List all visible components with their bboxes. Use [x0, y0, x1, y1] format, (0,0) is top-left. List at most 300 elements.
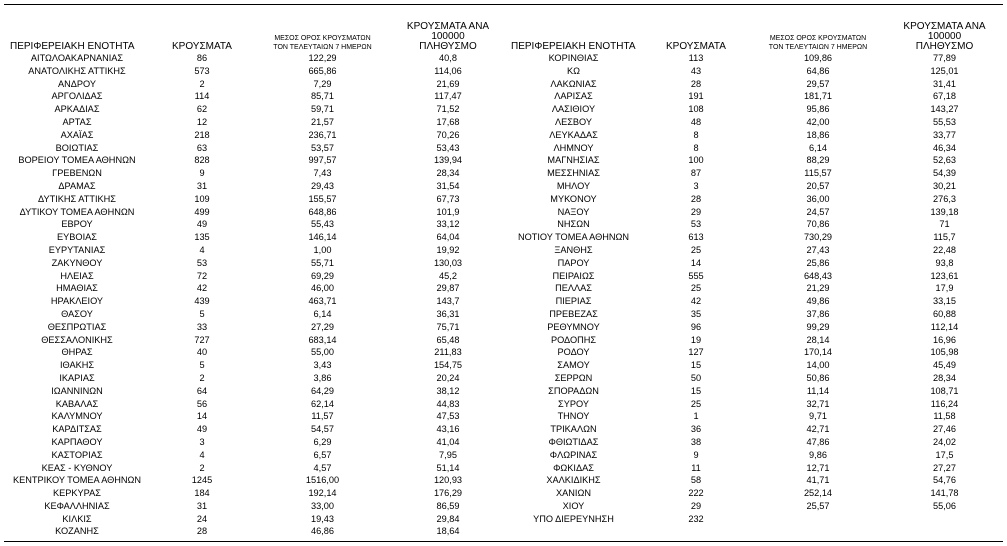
table-row	[4, 244, 505, 257]
region-cell: ΚΕΦΑΛΛΗΝΙΑΣ	[44, 500, 110, 511]
cases-cell: 114	[194, 91, 210, 102]
cases-cell: 9	[199, 168, 205, 179]
table-row	[4, 116, 505, 129]
region-cell: ΚΑΒΑΛΑΣ	[55, 398, 99, 409]
cases-cell: 727	[194, 334, 210, 345]
region-cell: ΧΑΝΙΩΝ	[556, 488, 591, 499]
table-row	[505, 52, 1003, 65]
avg7-cell: 20,57	[806, 180, 830, 191]
per100k-cell	[886, 513, 1003, 526]
cases-cell: 12	[196, 116, 208, 127]
region-cell: ΚΙΛΚΙΣ	[62, 513, 92, 524]
per100k-cell: 71,52	[436, 104, 460, 115]
region-cell: ΙΚΑΡΙΑΣ	[59, 372, 95, 383]
avg7-cell: 122,29	[308, 53, 337, 63]
cases-cell: 499	[194, 206, 210, 217]
per100k-cell: 27,27	[933, 462, 956, 473]
per100k-cell: 112,14	[930, 321, 959, 332]
region-cell: ΙΩΑΝΝΙΝΩΝ	[51, 385, 103, 396]
region-cell: ΒΟΙΩΤΙΑΣ	[55, 142, 99, 153]
per100k-cell: 55,06	[933, 500, 956, 511]
table-row	[505, 500, 1003, 513]
per100k-cell: 16,96	[933, 334, 956, 345]
region-cell: ΕΥΒΟΙΑΣ	[57, 232, 97, 243]
avg7-cell: 50,86	[806, 372, 830, 383]
cases-cell: 2	[199, 372, 205, 383]
per100k-cell: 276,3	[933, 193, 956, 204]
region-cell: ΛΕΥΚΑΔΑΣ	[549, 129, 598, 140]
cases-cell: 2	[199, 78, 205, 89]
cases-cell: 42	[196, 283, 208, 294]
cases-cell: 19	[690, 334, 702, 345]
table-row	[4, 500, 505, 513]
region-cell: ΑΡΓΟΛΙΔΑΣ	[51, 91, 103, 102]
cases-cell: 218	[194, 129, 210, 140]
cases-header: ΚΡΟΥΣΜΑΤΑ	[172, 41, 232, 52]
table-row	[505, 487, 1003, 500]
cases-cell: 43	[690, 65, 702, 76]
cases-cell: 9	[693, 449, 699, 460]
region-cell: ΗΜΑΘΙΑΣ	[56, 283, 98, 294]
per100k-cell: 141,78	[930, 488, 959, 499]
avg7-cell: 42,00	[806, 116, 830, 127]
per100k-cell: 47,53	[436, 411, 460, 422]
table-row	[505, 180, 1003, 193]
cases-cell: 108	[688, 104, 704, 115]
avg7-cell: 648,43	[803, 270, 833, 281]
per100k-cell: 31,41	[933, 78, 956, 89]
header-row	[505, 22, 1003, 52]
table-row	[505, 218, 1003, 231]
avg7-cell: 21,57	[311, 116, 334, 127]
cases-cell: 25	[690, 283, 702, 294]
region-cell: ΚΕΝΤΡΙΚΟΥ ΤΟΜΕΑ ΑΘΗΝΩΝ	[12, 475, 142, 486]
cases-table-left	[4, 22, 505, 538]
avg7-cell: 1516,00	[305, 475, 340, 486]
per100k-cell: 30,21	[933, 180, 956, 191]
table-row	[4, 295, 505, 308]
region-cell: ΙΘΑΚΗΣ	[59, 360, 95, 371]
region-cell: ΗΡΑΚΛΕΙΟΥ	[50, 296, 104, 307]
per100k-cell: 38,12	[436, 385, 460, 396]
region-cell: ΥΠΟ ΔΙΕΡΕΥΝΗΣΗ	[533, 513, 614, 524]
per100k-cell: 24,02	[933, 436, 956, 447]
avg7-cell: 11,57	[311, 411, 334, 422]
region-cell: ΔΥΤΙΚΗΣ ΑΤΤΙΚΗΣ	[38, 193, 116, 204]
avg7-cell: 18,86	[806, 129, 830, 140]
per100k-cell: 53,43	[436, 142, 460, 153]
avg7-cell: 730,29	[803, 232, 833, 243]
avg7-cell: 665,86	[308, 65, 337, 76]
per100k-cell: 117,47	[434, 91, 462, 102]
table-row	[4, 193, 505, 206]
table-row	[4, 462, 505, 475]
table-row	[4, 282, 505, 295]
avg7-cell: 55,00	[311, 347, 334, 358]
per100k-cell: 93,8	[935, 257, 954, 268]
cases-cell: 63	[196, 142, 208, 153]
table-row	[505, 513, 1003, 526]
region-cell: ΦΛΩΡΙΝΑΣ	[549, 449, 598, 460]
avg7-cell: 115,57	[804, 168, 832, 179]
per100k-cell: 67,73	[436, 193, 460, 204]
cases-cell: 36	[690, 424, 702, 435]
table-row	[4, 334, 505, 347]
table-row	[505, 462, 1003, 475]
region-cell: ΘΕΣΣΑΛΟΝΙΚΗΣ	[41, 334, 113, 345]
cases-header: ΚΡΟΥΣΜΑΤΑ	[666, 41, 726, 52]
table-row	[505, 385, 1003, 398]
avg7-cell: 997,57	[308, 155, 337, 166]
avg7-cell: 19,43	[311, 513, 334, 524]
avg7-cell: 69,29	[311, 270, 334, 281]
per100k-header	[391, 22, 505, 52]
avg7-cell: 25,86	[806, 257, 830, 268]
cases-cell: 48	[690, 116, 702, 127]
table-row	[505, 116, 1003, 129]
per100k-cell: 115,7	[933, 232, 956, 243]
per100k-cell: 86,59	[436, 500, 460, 511]
cases-cell: 191	[688, 91, 704, 102]
per100k-cell: 108,71	[930, 385, 959, 396]
avg7-cell: 252,14	[803, 488, 833, 499]
avg7-cell: 85,71	[311, 91, 334, 102]
region-cell: ΚΟΡΙΝΘΙΑΣ	[548, 53, 599, 63]
region-cell: ΑΡΚΑΔΙΑΣ	[54, 104, 100, 115]
region-cell: ΠΕΛΛΑΣ	[555, 283, 592, 294]
cases-cell: 5	[199, 308, 205, 319]
table-row	[505, 372, 1003, 385]
table-row	[505, 142, 1003, 155]
table-row	[4, 103, 505, 116]
region-cell: ΔΡΑΜΑΣ	[58, 180, 96, 191]
region-cell: ΤΗΝΟΥ	[557, 411, 590, 422]
per100k-cell: 7,95	[439, 449, 457, 460]
avg7-header	[254, 22, 391, 52]
region-cell: ΕΒΡΟΥ	[61, 219, 93, 230]
region-cell: ΛΕΣΒΟΥ	[554, 116, 593, 127]
table-row	[4, 423, 505, 436]
cases-cell: 2	[199, 462, 205, 473]
avg7-cell: 109,86	[803, 53, 833, 63]
region-cell: ΗΛΕΙΑΣ	[60, 270, 94, 281]
per100k-cell: 51,14	[436, 462, 460, 473]
bottom-border	[4, 541, 1003, 542]
cases-cell: 53	[690, 219, 702, 230]
per100k-header-line2: ΠΛΗΘΥΣΜΟ	[419, 41, 477, 52]
cases-cell: 25	[690, 398, 702, 409]
avg7-cell: 4,57	[313, 462, 332, 473]
per100k-cell: 154,75	[433, 360, 463, 371]
avg7-cell: 32,71	[806, 398, 830, 409]
table-row	[505, 334, 1003, 347]
table-row	[4, 398, 505, 411]
avg7-cell: 29,43	[311, 180, 334, 191]
avg7-cell: 64,29	[311, 385, 334, 396]
avg7-cell: 70,86	[806, 219, 830, 230]
region-cell: ΑΙΤΩΛΟΑΚΑΡΝΑΝΙΑΣ	[30, 53, 124, 63]
region-cell: ΧΑΛΚΙΔΙΚΗΣ	[546, 475, 601, 486]
avg7-header-line1: ΜΕΣΟΣ ΟΡΟΣ ΚΡΟΥΣΜΑΤΩΝ	[274, 35, 371, 42]
cases-cell: 4	[199, 449, 205, 460]
avg7-cell: 683,14	[308, 334, 337, 345]
avg7-cell: 1,00	[313, 244, 332, 255]
per100k-cell: 17,68	[436, 116, 460, 127]
table-row	[505, 270, 1003, 283]
avg7-cell: 36,00	[806, 193, 830, 204]
region-cell: ΚΑΡΔΙΤΣΑΣ	[52, 424, 102, 435]
table-row	[505, 129, 1003, 142]
table-row	[4, 218, 505, 231]
cases-cell: 24	[196, 513, 208, 524]
region-cell: ΚΕΡΚΥΡΑΣ	[53, 488, 101, 499]
per100k-cell: 54,39	[933, 168, 956, 179]
cases-cell: 96	[690, 321, 702, 332]
per100k-cell: 29,84	[436, 513, 460, 524]
cases-cell: 113	[688, 53, 704, 63]
cases-cell: 28	[196, 526, 208, 537]
per100k-cell: 46,34	[933, 142, 956, 153]
table-row	[505, 206, 1003, 219]
table-row	[505, 65, 1003, 78]
per100k-cell: 20,24	[436, 372, 460, 383]
region-header: ΠΕΡΙΦΕΡΕΙΑΚΗ ΕΝΟΤΗΤΑ	[10, 41, 135, 52]
table-row	[4, 474, 505, 487]
avg7-cell: 170,14	[803, 347, 833, 358]
avg7-cell: 7,43	[313, 168, 332, 179]
cases-cell: 25	[690, 244, 702, 255]
cases-cell: 31	[196, 180, 208, 191]
avg7-cell: 6,29	[313, 436, 332, 447]
cases-cell: 14	[690, 257, 702, 268]
table-row	[4, 154, 505, 167]
per100k-cell: 55,53	[933, 116, 956, 127]
table-row	[4, 385, 505, 398]
table-row	[4, 308, 505, 321]
per100k-cell: 18,64	[436, 526, 460, 537]
cases-cell: 31	[196, 500, 208, 511]
per100k-cell: 17,9	[935, 283, 954, 294]
table-row	[4, 52, 505, 65]
region-cell: ΑΝΔΡΟΥ	[57, 78, 96, 89]
avg7-cell: 41,71	[806, 475, 830, 486]
avg7-cell: 6,57	[313, 449, 332, 460]
avg7-cell: 55,71	[311, 257, 334, 268]
avg7-cell: 14,00	[806, 360, 830, 371]
region-cell: ΓΡΕΒΕΝΩΝ	[52, 168, 102, 179]
avg7-cell: 37,86	[806, 308, 830, 319]
avg7-cell: 25,57	[806, 500, 830, 511]
cases-cell: 222	[688, 488, 704, 499]
avg7-cell: 49,86	[806, 296, 830, 307]
cases-cell: 29	[690, 206, 702, 217]
avg7-cell: 3,86	[313, 372, 332, 383]
region-cell: ΜΥΚΟΝΟΥ	[550, 193, 597, 204]
per100k-cell: 67,18	[933, 91, 956, 102]
region-cell: ΝΗΣΩΝ	[557, 219, 590, 230]
region-cell: ΖΑΚΥΝΘΟΥ	[51, 257, 103, 268]
avg7-header	[750, 22, 886, 52]
cases-cell: 50	[690, 372, 702, 383]
table-row	[505, 321, 1003, 334]
table-row	[4, 525, 505, 538]
table-row	[4, 206, 505, 219]
table-row	[4, 129, 505, 142]
per100k-cell: 143,7	[436, 296, 460, 307]
table-row	[505, 167, 1003, 180]
avg7-cell: 46,00	[311, 283, 334, 294]
region-cell: ΠΙΕΡΙΑΣ	[555, 296, 592, 307]
header-row	[4, 22, 505, 52]
cases-cell: 8	[693, 129, 699, 140]
region-cell: ΠΕΙΡΑΙΩΣ	[552, 270, 595, 281]
cases-cell: 1245	[191, 475, 213, 486]
per100k-cell: 64,04	[436, 232, 460, 243]
cases-cell: 53	[196, 257, 208, 268]
per100k-cell: 75,71	[436, 321, 460, 332]
per100k-cell: 22,48	[933, 244, 956, 255]
avg7-cell: 88,29	[806, 155, 830, 166]
region-cell: ΑΡΤΑΣ	[62, 116, 92, 127]
per100k-cell: 116,24	[930, 398, 959, 409]
table-row	[505, 474, 1003, 487]
per100k-cell: 130,03	[433, 257, 463, 268]
avg7-cell: 7,29	[313, 78, 332, 89]
region-cell: ΚΑΛΥΜΝΟΥ	[51, 411, 103, 422]
table-row	[4, 180, 505, 193]
region-cell: ΛΗΜΝΟΥ	[553, 142, 594, 153]
per100k-cell: 41,04	[436, 436, 460, 447]
region-cell: ΦΘΙΩΤΙΔΑΣ	[548, 436, 599, 447]
avg7-cell	[750, 513, 886, 526]
avg7-cell: 146,14	[308, 232, 337, 243]
avg7-cell: 6,14	[313, 308, 332, 319]
per100k-header-line1: ΚΡΟΥΣΜΑΤΑ ΑΝΑ 100000	[903, 21, 986, 42]
per100k-cell: 211,83	[434, 347, 462, 358]
per100k-cell: 101,9	[436, 206, 460, 217]
region-cell: ΒΟΡΕΙΟΥ ΤΟΜΕΑ ΑΘΗΝΩΝ	[18, 155, 136, 166]
cases-cell: 127	[688, 347, 704, 358]
table-row	[4, 436, 505, 449]
table-row	[505, 436, 1003, 449]
per100k-cell: 33,77	[933, 129, 956, 140]
per100k-header-line1: ΚΡΟΥΣΜΑΤΑ ΑΝΑ 100000	[406, 21, 490, 42]
cases-cell: 40	[196, 347, 208, 358]
per100k-header-line2: ΠΛΗΘΥΣΜΟ	[915, 41, 974, 52]
avg7-cell: 6,14	[809, 142, 827, 153]
table-row	[4, 359, 505, 372]
per100k-cell: 28,34	[436, 168, 460, 179]
region-cell: ΣΥΡΟΥ	[558, 398, 589, 409]
per100k-cell: 125,01	[930, 65, 959, 76]
table-row	[4, 90, 505, 103]
cases-cell: 49	[196, 424, 208, 435]
per100k-cell: 123,61	[930, 270, 959, 281]
region-cell: ΡΟΔΟΥ	[557, 347, 590, 358]
avg7-cell: 648,86	[308, 206, 337, 217]
region-cell: ΛΑΚΩΝΙΑΣ	[550, 78, 597, 89]
per100k-cell: 139,94	[433, 155, 463, 166]
table-row	[4, 487, 505, 500]
per100k-cell: 45,49	[933, 360, 956, 371]
table-row	[505, 398, 1003, 411]
table-row	[505, 154, 1003, 167]
avg7-cell: 28,14	[806, 334, 830, 345]
top-border	[4, 4, 1003, 5]
cases-cell: 87	[690, 168, 702, 179]
avg7-cell: 21,29	[806, 283, 830, 294]
per100k-cell: 21,69	[436, 78, 460, 89]
avg7-cell: 463,71	[308, 296, 337, 307]
cases-cell: 35	[690, 308, 702, 319]
cases-cell: 11	[691, 462, 701, 473]
table-row	[4, 346, 505, 359]
cases-cell: 109	[194, 193, 210, 204]
per100k-cell: 19,92	[436, 244, 460, 255]
avg7-cell: 54,57	[311, 424, 334, 435]
table-row	[505, 244, 1003, 257]
table-row	[505, 295, 1003, 308]
per100k-cell: 176,29	[433, 488, 463, 499]
avg7-cell: 3,43	[313, 360, 332, 371]
avg7-cell: 55,43	[311, 219, 334, 230]
cases-cell: 64	[196, 385, 208, 396]
avg7-cell: 24,57	[806, 206, 830, 217]
per100k-cell: 77,89	[933, 53, 956, 63]
cases-cell: 72	[196, 270, 208, 281]
table-row	[505, 346, 1003, 359]
cases-cell: 15	[690, 360, 702, 371]
avg7-cell: 155,57	[308, 193, 337, 204]
avg7-header-line1: ΜΕΣΟΣ ΟΡΟΣ ΚΡΟΥΣΜΑΤΩΝ	[769, 35, 867, 42]
table-row	[505, 282, 1003, 295]
region-header: ΠΕΡΙΦΕΡΕΙΑΚΗ ΕΝΟΤΗΤΑ	[511, 41, 636, 52]
table-row	[505, 359, 1003, 372]
per100k-cell: 45,2	[439, 270, 457, 281]
cases-cell: 15	[690, 385, 702, 396]
region-cell: ΠΡΕΒΕΖΑΣ	[549, 308, 598, 319]
region-cell: ΝΟΤΙΟΥ ΤΟΜΕΑ ΑΘΗΝΩΝ	[517, 232, 630, 243]
region-cell: ΡΕΘΥΜΝΟΥ	[547, 321, 600, 332]
per100k-cell: 54,76	[933, 475, 956, 486]
table-row	[4, 410, 505, 423]
avg7-cell: 62,14	[311, 398, 334, 409]
table-row	[505, 231, 1003, 244]
cases-cell: 135	[194, 232, 210, 243]
cases-cell: 100	[688, 155, 704, 166]
cases-cell: 828	[194, 155, 210, 166]
region-cell: ΕΥΡΥΤΑΝΙΑΣ	[48, 244, 106, 255]
region-cell: ΣΠΟΡΑΔΩΝ	[548, 385, 599, 396]
cases-cell: 1	[693, 411, 699, 422]
table-row	[4, 167, 505, 180]
region-cell: ΑΝΑΤΟΛΙΚΗΣ ΑΤΤΙΚΗΣ	[28, 65, 126, 76]
table-row	[4, 372, 505, 385]
avg7-cell: 64,86	[806, 65, 830, 76]
cases-cell: 38	[690, 436, 702, 447]
region-cell: ΡΟΔΟΠΗΣ	[550, 334, 597, 345]
cases-cell: 555	[688, 270, 704, 281]
region-cell: ΧΙΟΥ	[562, 500, 585, 511]
region-cell: ΤΡΙΚΑΛΩΝ	[550, 424, 597, 435]
cases-cell: 14	[196, 411, 208, 422]
region-cell: ΜΗΛΟΥ	[556, 180, 591, 191]
region-cell: ΑΧΑΪΑΣ	[60, 129, 94, 140]
region-cell: ΣΑΜΟΥ	[557, 360, 590, 371]
table-row	[505, 193, 1003, 206]
avg7-cell: 33,00	[311, 500, 334, 511]
per100k-cell: 40,8	[439, 53, 457, 63]
